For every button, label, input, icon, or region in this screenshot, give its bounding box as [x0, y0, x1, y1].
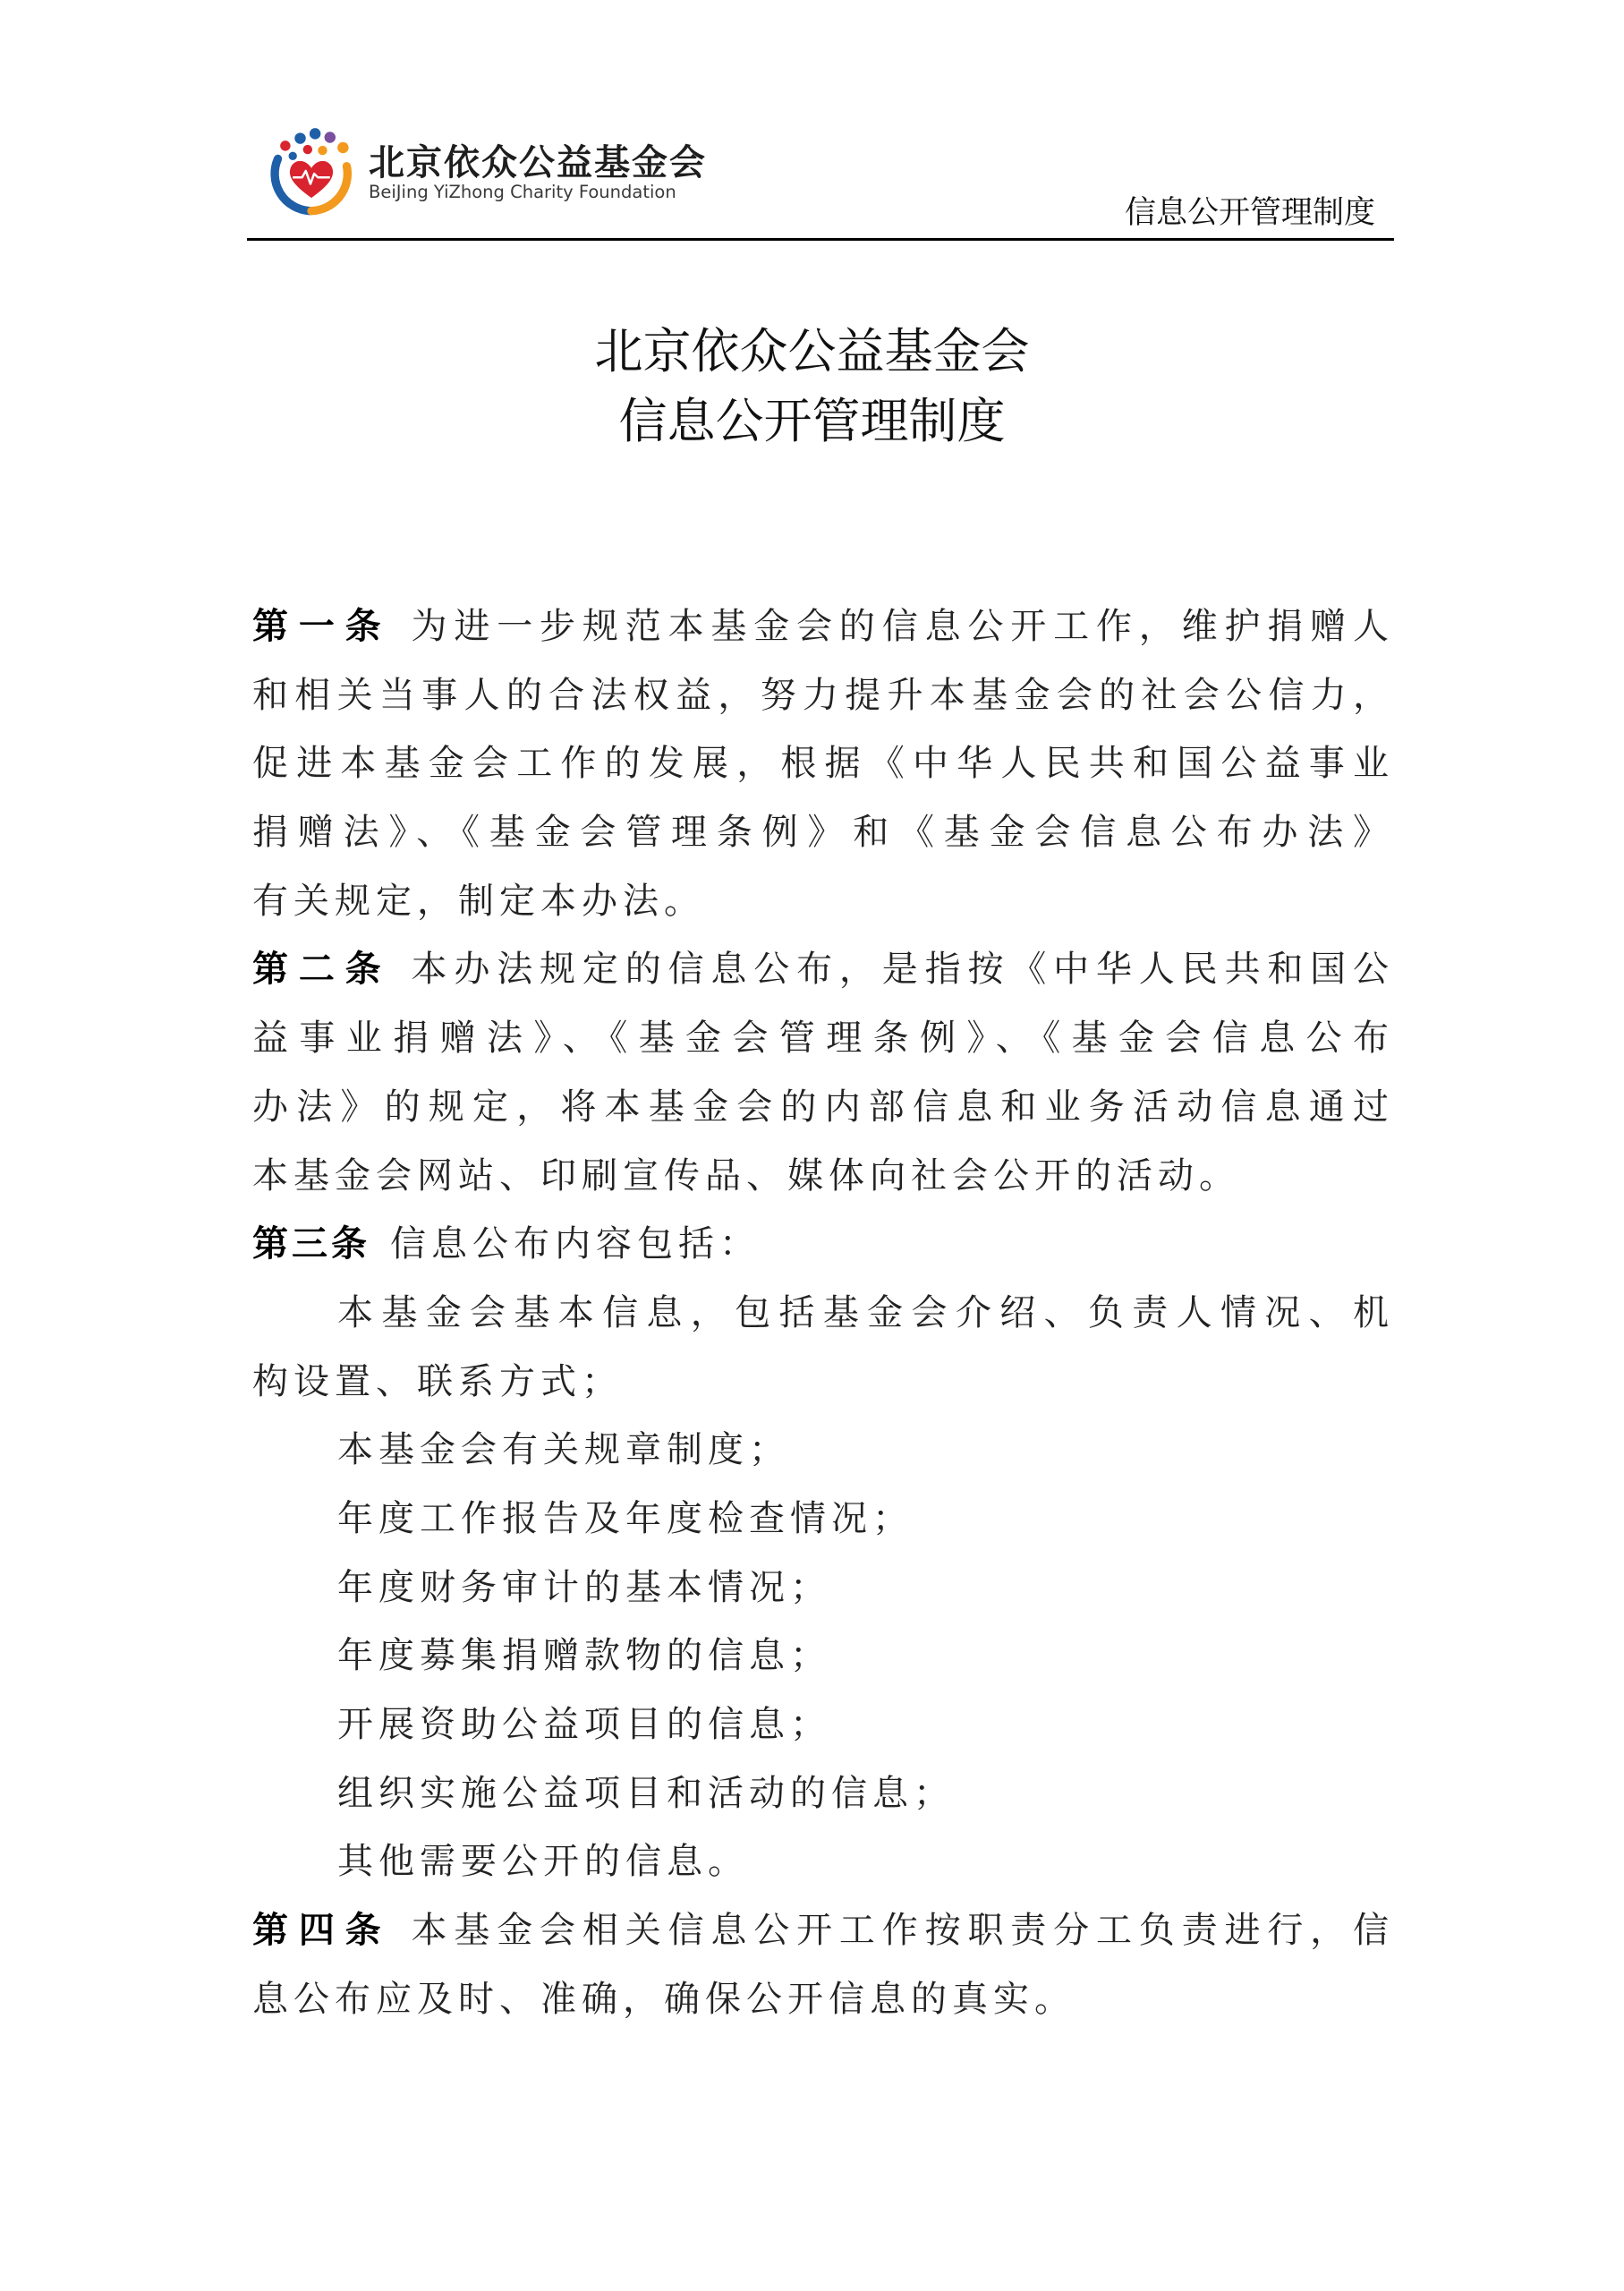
article-1-line: 促进本基金会工作的发展，根据《中华人民共和国公益事业: [252, 743, 1389, 785]
article-3-item: 本基金会基本信息，包括基金会介绍、负责人情况、机: [337, 1291, 1389, 1333]
article-1-line: 捐赠法》、《基金会管理条例》和《基金会信息公布办法》: [252, 812, 1389, 854]
article-3-item: 年度财务审计的基本情况；: [337, 1566, 831, 1608]
header-doc-label: 信息公开管理制度: [1124, 195, 1375, 231]
article-2-line: [252, 935, 1389, 1004]
article-2-line: 办法》的规定，将本基金会的内部信息和业务活动信息通过: [252, 1086, 1389, 1128]
article-4-text: 本基金会相关信息公开工作按职责分工负责进行，信: [411, 1910, 1390, 1952]
foundation-logo-icon: [265, 125, 358, 218]
article-4-line: 息公布应及时、准确，确保公开信息的真实。: [252, 1978, 1076, 2020]
article-1-line: 和相关当事人的合法权益，努力提升本基金会的社会公信力，: [252, 674, 1389, 716]
org-name-en: BeiJing YiZhong Charity Foundation: [369, 182, 676, 202]
article-3-item: 其他需要公开的信息。: [337, 1841, 749, 1883]
article-2-line: 益事业捐赠法》、《基金会管理条例》、《基金会信息公布: [252, 1018, 1389, 1060]
article-3-item: 本基金会有关规章制度；: [337, 1429, 790, 1471]
article-3-item: 开展资助公益项目的信息；: [337, 1704, 831, 1745]
article-3-text: 信息公布内容包括：: [390, 1223, 761, 1265]
org-name-cn: 北京依众公益基金会: [369, 142, 707, 183]
article-3-label: 第三条: [252, 1223, 370, 1265]
document-body: [252, 592, 1389, 2033]
article-4-line: [252, 1896, 1389, 1965]
article-1-line: 有关规定，制定本办法。: [252, 880, 705, 922]
article-1-line: [252, 592, 1389, 661]
article-3-item: 年度募集捐赠款物的信息；: [337, 1635, 831, 1677]
article-1-text: 为进一步规范本基金会的信息公开工作，维护捐赠人: [411, 606, 1390, 647]
article-1-label: 第一条: [252, 606, 392, 647]
document-title-line2: 信息公开管理制度: [618, 393, 1006, 449]
header-divider: [247, 238, 1394, 241]
article-4-label: 第四条: [252, 1910, 392, 1952]
article-3-item: 年度工作报告及年度检查情况；: [337, 1497, 914, 1539]
article-2-text: 本办法规定的信息公布，是指按《中华人民共和国公: [411, 949, 1390, 991]
article-3-item-cont: 构设置、联系方式；: [252, 1360, 623, 1402]
article-3-line: [252, 1210, 1389, 1279]
article-3-item: 组织实施公益项目和活动的信息；: [337, 1772, 955, 1814]
article-2-label: 第二条: [252, 949, 392, 991]
document-title-line1: 北京依众公益基金会: [594, 323, 1030, 379]
article-2-line: 本基金会网站、印刷宣传品、媒体向社会公开的活动。: [252, 1154, 1240, 1197]
